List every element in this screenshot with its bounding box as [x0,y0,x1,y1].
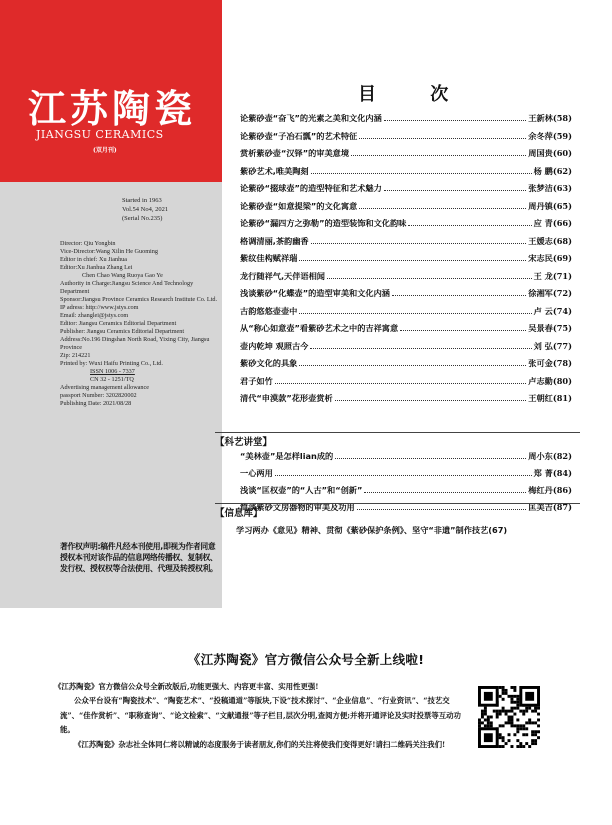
toc-entry[interactable] [240,322,572,334]
publication-frequency: (双月刊) [93,147,117,154]
toc-leader-dots [384,120,527,121]
toc-entry[interactable] [240,450,572,462]
credit-line: Director: Qiu Yongbin [60,240,116,247]
toc-entry-author: 卢 云 [533,305,553,316]
toc-leader-dots [311,243,527,244]
toc-leader-dots [408,225,531,226]
credit-line: Zip: 214221 [60,352,91,359]
toc-entry-author: 王朝红 [528,393,553,403]
toc-entry-page: (72) [552,288,572,298]
toc-entry-page: (66) [552,218,572,228]
toc-entry-page: (60) [552,148,572,158]
toc-entry-title: 紫纹佳构赋祥瑞 [240,253,298,263]
toc-entry-author: 余冬萍 [528,130,553,141]
toc-entry-page: (86) [552,485,572,495]
toc-entry-page: (63) [552,183,572,193]
credit-line: Address:No.196 Dingshan North Road, Yixing City, Jiangsu Province [60,336,210,351]
toc-entry-author: 宋志民 [528,253,553,263]
logo-english: JIANGSU CERAMICS [36,128,164,141]
credit-line: Editor:Xu Jianhua Zhang Lei [60,264,133,271]
toc-entry[interactable] [240,147,572,159]
toc-leader-dots [400,330,526,331]
credit-line: Printed by: Wuxi Haifu Printing Co., Ltd. [60,360,163,367]
toc-entry-title: 赏析紫砂壶“汉铎”的审美意境 [240,148,350,158]
toc-entry[interactable] [240,217,572,229]
section-divider [215,432,580,433]
toc-entry-page: (58) [552,113,572,123]
toc-entry[interactable] [240,112,572,124]
toc-leader-dots [359,138,526,139]
toc-entry[interactable] [240,357,572,369]
toc-leader-dots [335,458,526,459]
toc-leader-dots [335,400,527,401]
section-heading-kejiang: 【科艺讲堂】 [215,437,273,448]
toc-entry-page: (74) [552,305,572,316]
toc-entry-page: (69) [552,253,572,263]
section-divider [215,503,580,504]
toc-entry[interactable] [240,200,572,212]
toc-entry-title: 论紫砂壶“如意提梁”的文化寓意 [240,200,358,211]
toc-entry-author: 周小东 [528,451,553,461]
toc-entry-title: 简谈紫砂文房器物的审美及功用 [240,502,355,512]
toc-entry[interactable] [240,392,572,404]
toc-leader-dots [364,492,526,493]
toc-entry-page: (65) [552,200,572,211]
toc-entry-title: 论紫砂壶“奋飞”的光素之美和文化内涵 [240,113,382,123]
wechat-qr-code[interactable] [478,686,540,748]
toc-entry-page: (71) [552,270,572,281]
toc-entry-title: 格调清丽,茶韵幽香 [240,235,309,246]
credit-line: Sponsor:Jiangsu Province Ceramics Research Institute Co. Ltd. [60,296,218,303]
credit-line: Publisher: Jiangsu Ceramics Editorial Department [60,328,185,335]
credit-line: Publishing Date: 2021/08/28 [60,400,132,407]
toc-entry[interactable] [240,235,572,247]
toc-entry-author: 梅红丹 [528,485,553,495]
toc-leader-dots [299,260,526,261]
toc-leader-dots [275,475,532,476]
toc-entry-author: 周丹镇 [528,200,553,211]
toc-leader-dots [299,313,531,314]
toc-leader-dots [357,509,527,510]
toc-leader-dots [384,190,527,191]
toc-entry[interactable] [240,165,572,177]
toc-leader-dots [310,348,531,349]
toc-entry-title: “美林壶”是怎样lian成的 [240,451,334,461]
credit-line: Vice-Director:Wang Xilin He Guoming [60,248,158,255]
toc-entry[interactable] [240,130,572,142]
toc-leader-dots [392,295,526,296]
toc-entry-author: 卢志勤 [528,375,553,386]
toc-entry-title: 浅谈“匡权壶”的“人古”和“创新” [240,485,363,495]
toc-entry-title: 古韵悠悠壶壶中 [240,305,298,316]
toc-entry-title: 紫砂艺术,唯美陶刻 [240,165,309,176]
toc-entry-author: 周国贵 [528,148,553,158]
credit-line: IP adress: http://www.jstys.com [60,304,139,311]
toc-entry-author: 杨 鹏 [533,165,553,176]
toc-entry-page: (59) [552,130,572,141]
toc-entry-title: 论紫砂“掇球壶”的造型特征和艺术魅力 [240,183,382,193]
credit-line: Chen Chao Wang Ruoya Gao Ye [82,272,163,279]
credit-line: Editor in chief: Xu Jianhua [60,256,128,263]
toc-info-item[interactable]: 学习两办《意见》精神、贯彻《紫砂保护条例》、坚守“非遗”制作技艺(67) [236,525,508,535]
toc-entry[interactable] [240,375,572,387]
toc-entry-page: (80) [552,375,572,386]
toc-entry-page: (78) [552,358,572,368]
toc-heading: 目 次 [358,84,473,105]
copyright-notice: 著作权声明:稿件凡经本刊使用,即视为作者同意授权本刊对该作品的信息网络传播权、复制权、发行权、授权权等合法使用、代理及转授权利。 [60,542,218,573]
toc-entry-title: 一心两用 [240,468,273,478]
toc-entry-title: 壶内乾坤 观照古今 [240,340,309,351]
toc-entry-author: 王 龙 [533,270,553,281]
toc-entry-author: 徐湘军 [528,288,553,298]
toc-entry[interactable] [240,484,572,496]
credit-line: Editor: Jiangsu Ceramics Editorial Department [60,320,177,327]
credit-line: passport Number: 3202820002 [60,392,137,399]
toc-entry-page: (77) [552,340,572,351]
serial-number: (Serial No.235) [122,215,163,222]
started-in: Started in 1963 [122,197,162,204]
toc-entry-page: (84) [552,468,572,478]
toc-entry[interactable] [240,182,572,194]
credit-line: Authority in Charge:Jiangsu Science And Technology Department [60,280,194,295]
toc-entry-author: 王新林 [528,113,553,123]
toc-entry-title: 清代“申漠款”花形壶赏析 [240,393,333,403]
toc-entry-title: 紫砂文化的具象 [240,358,298,368]
toc-entry-title: 论紫砂“漏四方之弥勒”的造型装饰和文化韵味 [240,218,407,228]
toc-entry-page: (82) [552,451,572,461]
toc-entry[interactable] [240,305,572,317]
toc-entry-author: 郑 菁 [533,468,553,478]
ad-paragraph-3: 《江苏陶瓷》杂志社全体同仁将以精诚的态度服务于读者朋友,你们的关注将使我们变得更好!请扫二维码关注我们! [74,740,446,749]
toc-entry-title: 从“称心如意壶”看紫砂艺术之中的吉祥寓意 [240,323,399,333]
toc-entry-author: 张梦洁 [528,183,553,193]
volume-number: Vol.54 No4, 2021 [122,206,169,213]
toc-entry-page: (62) [552,165,572,176]
toc-leader-dots [351,155,526,156]
toc-entry-title: 龙行随祥气,天伴语相闻 [240,270,325,281]
section-heading-xinxi: 【信息库】 [215,508,263,519]
toc-entry-title: 浅谈紫砂“化蝶壶”的造型审美和文化内涵 [240,288,390,298]
toc-entry-page: (68) [552,235,572,246]
toc-entry[interactable] [240,252,572,264]
toc-entry-author: 刘 弘 [533,340,553,351]
ad-headline: 《江苏陶瓷》官方微信公众号全新上线啦! [187,652,425,667]
toc-entry-title: 论紫砂壶“子冶石瓢”的艺术特征 [240,130,358,141]
toc-entry-page: (87) [552,502,572,512]
volume-info [122,196,168,223]
toc-leader-dots [275,383,527,384]
toc-entry-author: 匡美吉 [528,502,553,512]
toc-leader-dots [311,173,532,174]
credit-line: Advertising management allowance [60,384,149,391]
ad-paragraph-1: 《江苏陶瓷》官方微信公众号全新改版后,功能更强大、内容更丰富、实用性更强! [54,682,319,691]
toc-leader-dots [299,365,526,366]
toc-entry-author: 张可金 [528,358,553,368]
toc-entry[interactable] [240,467,572,479]
toc-entry-author: 应 青 [533,218,553,228]
ad-paragraph-2: 公众平台设有“陶瓷技术”、“陶瓷艺术”、“投稿通道”等版块,下设“技术探讨”、“企业信息”、“行业资讯”、“技艺交流”、“佳作赏析”、“职称查询”、“论文检索”、“文献通报”等子栏目,层次分明,查阅方便;并将开通评论及实时投票等互动功能。 [60,696,461,734]
toc-entry-author: 吴景春 [528,323,553,333]
toc-entry[interactable] [240,270,572,282]
toc-entry-title: 君子如竹 [240,375,273,386]
toc-entry[interactable] [240,340,572,352]
toc-entry-author: 王媛志 [528,235,553,246]
logo-chinese: 江苏陶瓷 [28,86,197,131]
credit-line: CN 32 - 1251/TQ [90,376,134,383]
toc-entry[interactable] [240,287,572,299]
masthead-credits [60,240,220,408]
credit-line: Email: zhanglei@jstys.com [60,312,129,319]
toc-leader-dots [359,208,526,209]
credit-line: ISSN 1006 - 7337 [90,368,135,375]
toc-leader-dots [327,278,532,279]
toc-entry-page: (75) [552,323,572,333]
toc-entry-page: (81) [552,393,572,403]
